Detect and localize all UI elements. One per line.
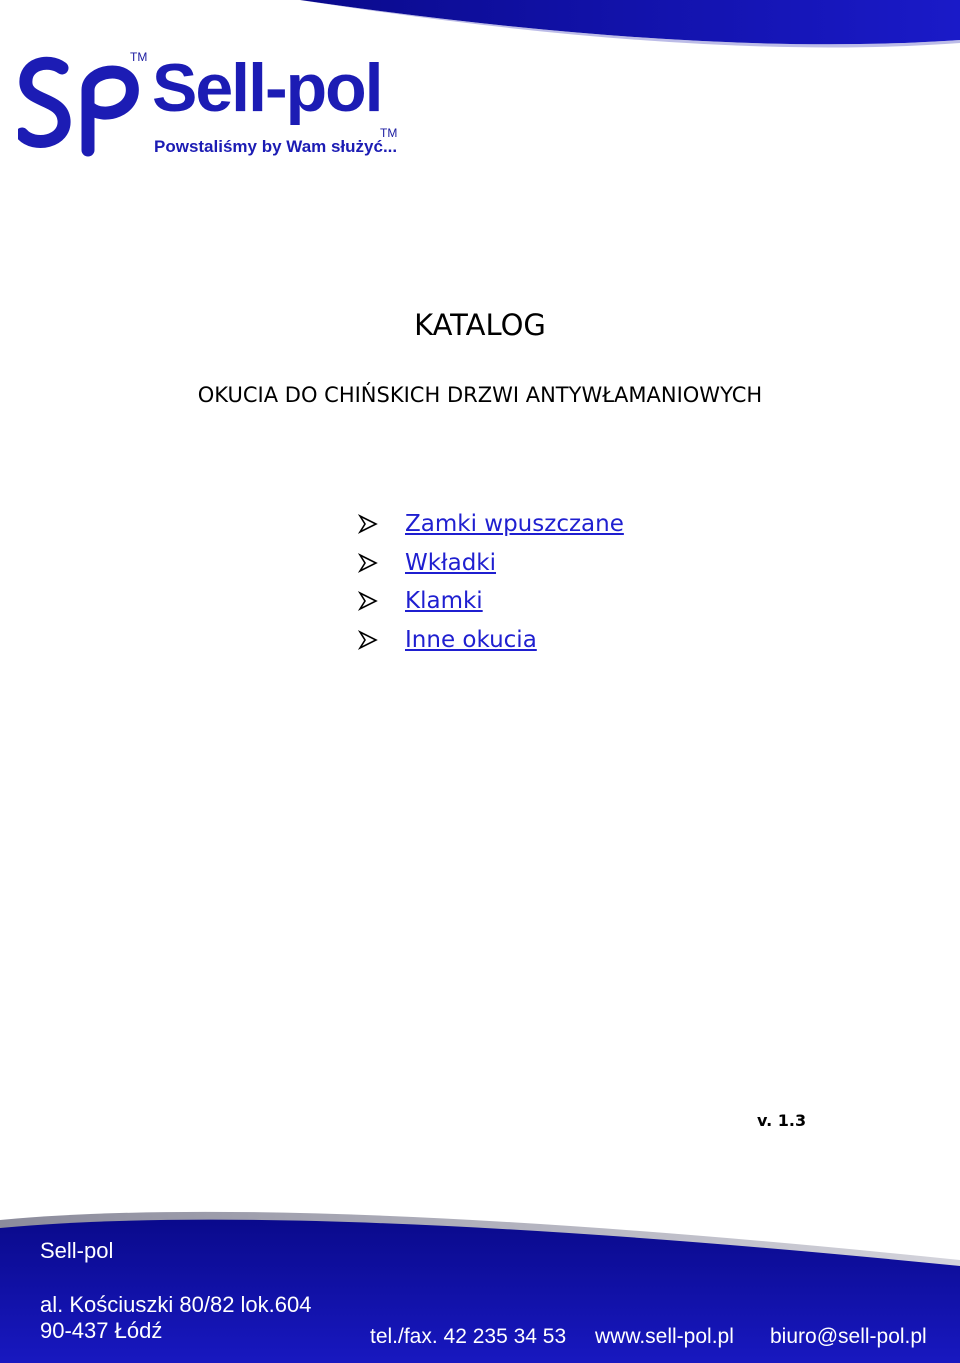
- toc-link-klamki[interactable]: Klamki: [405, 588, 483, 615]
- toc-item: [358, 505, 624, 544]
- logo-trademark: TM: [130, 50, 148, 64]
- footer-phone: tel./fax. 42 235 34 53: [370, 1325, 567, 1348]
- document-version: v. 1.3: [757, 1111, 807, 1130]
- arrow-bullet-icon: [358, 514, 378, 534]
- toc-item: [358, 582, 624, 621]
- sp-logo-mark-icon: [18, 50, 148, 160]
- arrow-bullet-icon: [358, 591, 378, 611]
- toc-link-zamki-wpuszczane[interactable]: Zamki wpuszczane: [405, 511, 624, 538]
- logo-trademark-secondary: TM: [380, 126, 398, 140]
- footer-email[interactable]: biuro@sell-pol.pl: [770, 1325, 927, 1348]
- logo-slogan: Powstaliśmy by Wam służyć...: [154, 137, 398, 156]
- document-title: KATALOG: [414, 308, 546, 342]
- toc-link-wkladki[interactable]: Wkładki: [405, 549, 497, 576]
- toc-link-inne-okucia[interactable]: Inne okucia: [405, 627, 537, 654]
- toc-item: [358, 621, 624, 660]
- arrow-bullet-icon: [358, 630, 378, 650]
- arrow-bullet-icon: [358, 553, 378, 573]
- toc-item: [358, 544, 624, 583]
- footer-address-line1: al. Kościuszki 80/82 lok.604: [40, 1292, 312, 1317]
- sell-pol-logo: [18, 50, 408, 165]
- footer-band: [0, 1198, 960, 1363]
- document-subtitle: OKUCIA DO CHIŃSKICH DRZWI ANTYWŁAMANIOWYCH: [197, 383, 763, 407]
- logo-name: Sell-pol: [152, 50, 382, 126]
- footer-address-line2: 90-437 Łódź: [40, 1318, 163, 1343]
- footer-company: Sell-pol: [40, 1238, 114, 1263]
- table-of-contents: [358, 505, 624, 659]
- footer-website[interactable]: www.sell-pol.pl: [595, 1325, 734, 1348]
